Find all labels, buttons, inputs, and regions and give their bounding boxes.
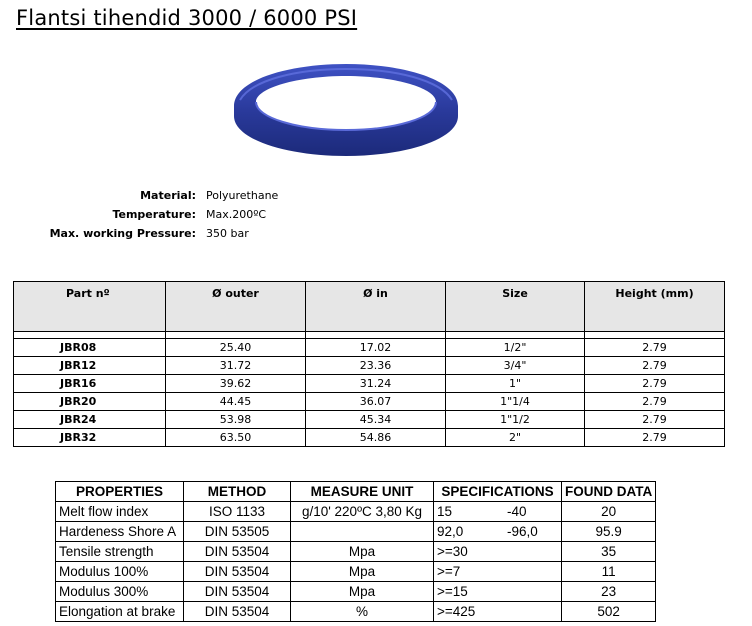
cell-size: 2": [446, 429, 585, 447]
cell-size: 1"1/4: [446, 393, 585, 411]
spec-label: Max. working Pressure:: [49, 227, 196, 240]
cell-found: 20: [562, 502, 656, 522]
cell-property: Tensile strength: [56, 542, 184, 562]
spec-max: -40: [507, 504, 527, 519]
spec-label: Temperature:: [112, 208, 196, 221]
cell-height: 2.79: [585, 375, 725, 393]
column-header: SPECIFICATIONS: [434, 482, 562, 502]
cell-part: JBR16: [14, 375, 166, 393]
seal-ring-image: [226, 60, 466, 160]
table-row: [56, 522, 656, 542]
cell-property: Modulus 100%: [56, 562, 184, 582]
table-header-row: [14, 282, 725, 332]
cell-in: 36.07: [306, 393, 446, 411]
spec-value: Max.200ºC: [206, 208, 267, 221]
cell-spec: [434, 602, 562, 622]
spec-max: [507, 604, 552, 619]
table-row: [14, 393, 725, 411]
table-row: [56, 582, 656, 602]
cell-part: JBR32: [14, 429, 166, 447]
spec-min: 92,0: [437, 524, 464, 539]
properties-table: [55, 481, 656, 622]
cell-in: 54.86: [306, 429, 446, 447]
material-specs: [20, 186, 278, 243]
cell-height: 2.79: [585, 429, 725, 447]
cell-size: 1/2": [446, 339, 585, 357]
cell-outer: 31.72: [166, 357, 306, 375]
cell-method: DIN 53504: [184, 562, 291, 582]
table-row: [14, 339, 725, 357]
spec-value: Polyurethane: [206, 189, 279, 202]
cell-found: 95.9: [562, 522, 656, 542]
cell-in: 31.24: [306, 375, 446, 393]
table-row: [56, 562, 656, 582]
cell-outer: 53.98: [166, 411, 306, 429]
spec-max: [507, 544, 552, 559]
cell-outer: 63.50: [166, 429, 306, 447]
column-header: PROPERTIES: [56, 482, 184, 502]
spec-max: [507, 564, 552, 579]
cell-method: DIN 53504: [184, 542, 291, 562]
spacer-row: [14, 332, 725, 339]
table-row: [56, 602, 656, 622]
cell-found: 502: [562, 602, 656, 622]
cell-unit: g/10' 220ºC 3,80 Kg: [291, 502, 434, 522]
cell-height: 2.79: [585, 411, 725, 429]
column-header: METHOD: [184, 482, 291, 502]
cell-spec: [434, 522, 562, 542]
column-header: Ø outer: [166, 282, 306, 332]
cell-height: 2.79: [585, 339, 725, 357]
table-header-row: [56, 482, 656, 502]
cell-unit: [291, 522, 434, 542]
column-header: Size: [446, 282, 585, 332]
spec-pressure: [20, 224, 278, 243]
cell-size: 3/4": [446, 357, 585, 375]
cell-unit: Mpa: [291, 582, 434, 602]
spec-value: 350 bar: [206, 227, 249, 240]
cell-size: 1": [446, 375, 585, 393]
spec-max: -96,0: [507, 524, 538, 539]
cell-method: ISO 1133: [184, 502, 291, 522]
table-row: [56, 542, 656, 562]
table-row: [14, 375, 725, 393]
cell-part: JBR08: [14, 339, 166, 357]
cell-unit: Mpa: [291, 562, 434, 582]
cell-outer: 39.62: [166, 375, 306, 393]
column-header: Ø in: [306, 282, 446, 332]
spec-min: >=15: [437, 584, 468, 599]
cell-part: JBR20: [14, 393, 166, 411]
cell-height: 2.79: [585, 393, 725, 411]
column-header: Part nº: [14, 282, 166, 332]
cell-spec: [434, 502, 562, 522]
column-header: Height (mm): [585, 282, 725, 332]
cell-property: Melt flow index: [56, 502, 184, 522]
cell-found: 35: [562, 542, 656, 562]
table-row: [14, 411, 725, 429]
spec-min: >=425: [437, 604, 476, 619]
cell-part: JBR12: [14, 357, 166, 375]
spec-temperature: [20, 205, 278, 224]
cell-outer: 25.40: [166, 339, 306, 357]
spec-min: 15: [437, 504, 453, 519]
cell-method: DIN 53504: [184, 602, 291, 622]
cell-method: DIN 53504: [184, 582, 291, 602]
cell-found: 23: [562, 582, 656, 602]
cell-size: 1"1/2: [446, 411, 585, 429]
cell-part: JBR24: [14, 411, 166, 429]
table-row: [56, 502, 656, 522]
spec-max: [507, 584, 552, 599]
table-row: [14, 357, 725, 375]
cell-in: 23.36: [306, 357, 446, 375]
spec-min: >=7: [437, 564, 461, 579]
parts-table: [13, 281, 725, 447]
cell-property: Modulus 300%: [56, 582, 184, 602]
cell-property: Hardeness Shore A: [56, 522, 184, 542]
cell-height: 2.79: [585, 357, 725, 375]
cell-outer: 44.45: [166, 393, 306, 411]
spec-min: >=30: [437, 544, 468, 559]
cell-in: 45.34: [306, 411, 446, 429]
cell-method: DIN 53505: [184, 522, 291, 542]
column-header: MEASURE UNIT: [291, 482, 434, 502]
column-header: FOUND DATA: [562, 482, 656, 502]
cell-in: 17.02: [306, 339, 446, 357]
cell-found: 11: [562, 562, 656, 582]
spec-label: Material:: [140, 189, 196, 202]
cell-unit: Mpa: [291, 542, 434, 562]
cell-unit: %: [291, 602, 434, 622]
page-title: Flantsi tihendid 3000 / 6000 PSI: [16, 6, 358, 30]
spec-material: [20, 186, 278, 205]
cell-spec: [434, 582, 562, 602]
cell-property: Elongation at brake: [56, 602, 184, 622]
table-row: [14, 429, 725, 447]
cell-spec: [434, 562, 562, 582]
cell-spec: [434, 542, 562, 562]
